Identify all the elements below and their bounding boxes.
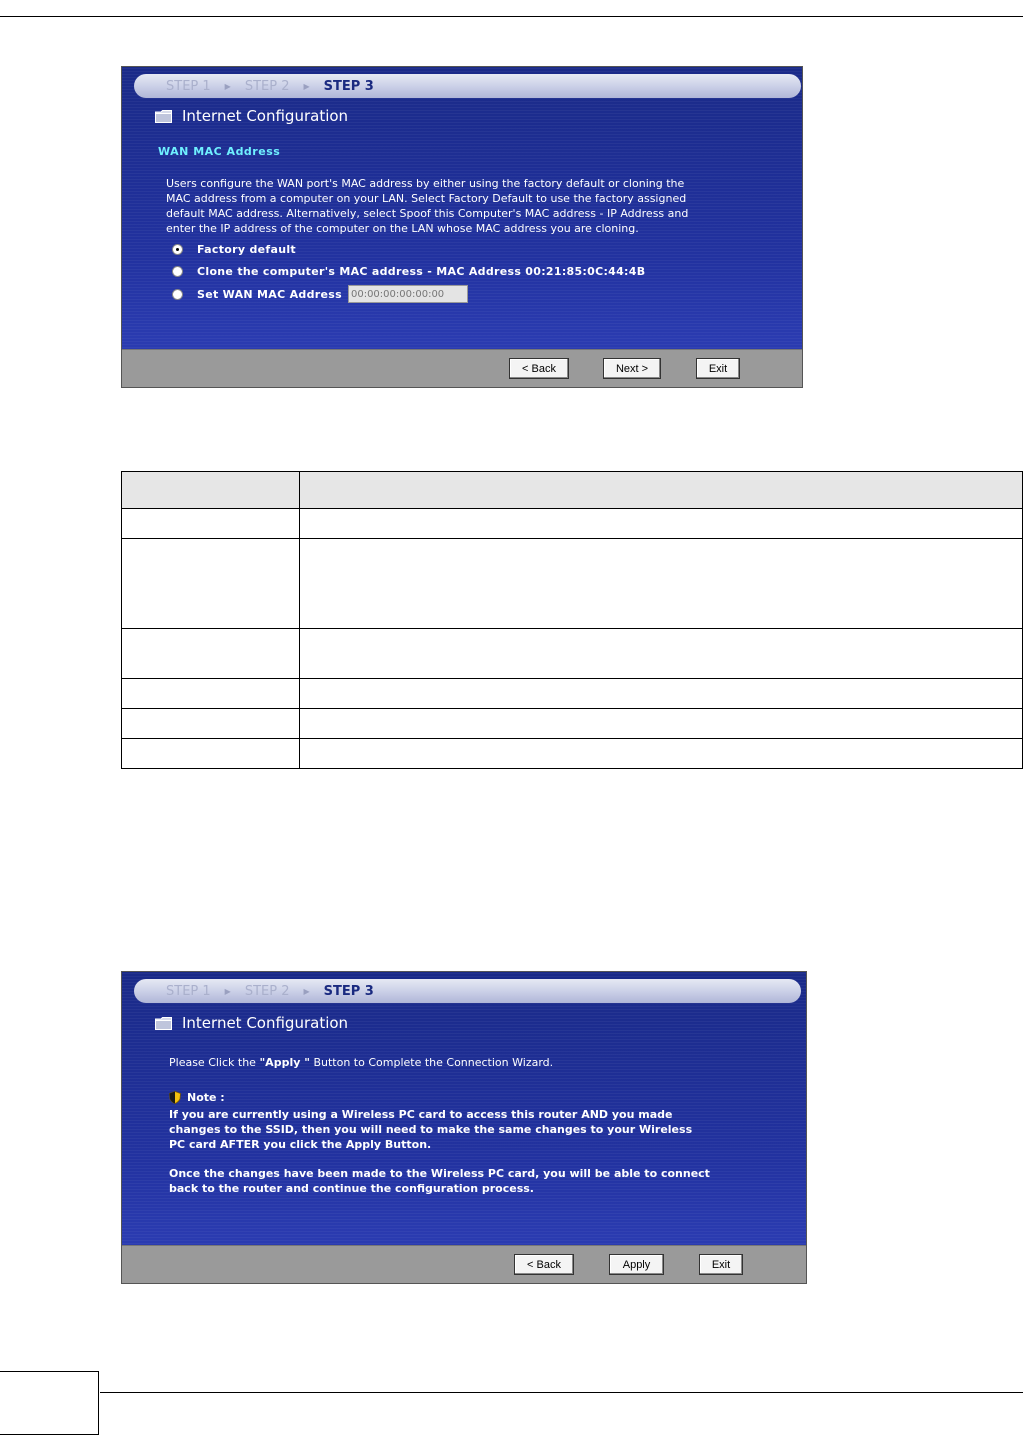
step-1: STEP 1	[166, 78, 211, 94]
next-button[interactable]: Next >	[603, 358, 661, 379]
step-arrow-icon: ▶	[303, 81, 310, 91]
table-cell	[300, 679, 1023, 709]
table-header-row	[122, 472, 1023, 509]
exit-button[interactable]: Exit	[699, 1254, 743, 1275]
header-rule	[0, 16, 1023, 17]
wan-mac-input[interactable]	[348, 285, 468, 303]
option-clone-mac[interactable]	[172, 265, 645, 278]
table-row	[122, 739, 1023, 769]
instruction-text: Button to Complete the Connection Wizard.	[309, 1056, 554, 1069]
note-text-1	[169, 1107, 692, 1152]
button-bar	[122, 1245, 806, 1283]
radio-factory-default[interactable]	[172, 244, 183, 255]
footer-rule	[100, 1392, 1023, 1393]
instruction-apply-word: "Apply "	[259, 1056, 310, 1069]
step-bar	[134, 979, 801, 1003]
table-header-cell	[122, 472, 300, 509]
wan-mac-wizard-screen	[121, 66, 803, 388]
table-cell	[122, 739, 300, 769]
table-cell	[122, 709, 300, 739]
note-text-2	[169, 1166, 710, 1196]
option-factory-default[interactable]	[172, 243, 296, 256]
page-number-box	[0, 1371, 99, 1435]
apply-wizard-screen	[121, 971, 807, 1284]
option-label: Factory default	[197, 243, 296, 256]
table-cell	[300, 739, 1023, 769]
table-cell	[122, 539, 300, 629]
table-row	[122, 509, 1023, 539]
option-label: Set WAN MAC Address	[197, 287, 342, 301]
table-row	[122, 539, 1023, 629]
step-arrow-icon: ▶	[224, 986, 231, 996]
note-line: Once the changes have been made to the Wireless PC card, you will be able to connect	[169, 1167, 710, 1180]
note-label: Note :	[187, 1091, 225, 1104]
step-2: STEP 2	[244, 78, 290, 94]
step-bar	[134, 74, 801, 98]
step-3: STEP 3	[323, 78, 374, 94]
option-label: Clone the computer's MAC address - MAC Address 00:21:85:0C:44:4B	[197, 265, 646, 278]
button-bar	[122, 349, 802, 387]
exit-button[interactable]: Exit	[696, 358, 740, 379]
note-line: PC card AFTER you click the Apply Button.	[169, 1138, 432, 1151]
folder-icon	[155, 110, 172, 123]
description-line: enter the IP address of the computer on the LAN whose MAC address you are cloning.	[166, 222, 639, 235]
page-title	[155, 1014, 348, 1032]
note-line: changes to the SSID, then you will need to make the same changes to your Wireless	[169, 1123, 693, 1136]
radio-set-wan-mac[interactable]	[172, 289, 183, 300]
apply-button[interactable]: Apply	[609, 1254, 664, 1275]
description-line: Users configure the WAN port's MAC address by either using the factory default or cloning the	[166, 177, 685, 190]
back-button[interactable]: < Back	[509, 358, 569, 379]
description	[166, 176, 688, 236]
apply-instruction	[169, 1055, 553, 1070]
description-line: MAC address from a computer on your LAN. Select Factory Default to use the factory assigned	[166, 192, 687, 205]
radio-clone-mac[interactable]	[172, 266, 183, 277]
table-cell	[300, 539, 1023, 629]
step-3: STEP 3	[323, 983, 374, 999]
table-cell	[300, 509, 1023, 539]
table-cell	[122, 629, 300, 679]
step-arrow-icon: ▶	[303, 986, 310, 996]
section-title: WAN MAC Address	[158, 145, 281, 158]
note-line: back to the router and continue the configuration process.	[169, 1182, 534, 1195]
back-button[interactable]: < Back	[514, 1254, 574, 1275]
step-arrow-icon: ▶	[224, 81, 231, 91]
description-line: default MAC address. Alternatively, select Spoof this Computer's MAC address - IP Address and	[166, 207, 689, 220]
page-title	[155, 107, 348, 125]
table-row	[122, 709, 1023, 739]
table-cell	[300, 629, 1023, 679]
folder-icon	[155, 1017, 172, 1030]
table-cell	[300, 709, 1023, 739]
table-row	[122, 629, 1023, 679]
page-title-text: Internet Configuration	[182, 107, 349, 125]
table-cell	[122, 679, 300, 709]
table-cell	[122, 509, 300, 539]
note-line: If you are currently using a Wireless PC card to access this router AND you made	[169, 1108, 673, 1121]
table-header-cell	[300, 472, 1023, 509]
shield-icon	[169, 1091, 181, 1104]
field-description-table	[121, 471, 1023, 769]
instruction-text: Please Click the	[169, 1056, 260, 1069]
page-title-text: Internet Configuration	[182, 1014, 349, 1032]
note-heading	[169, 1090, 225, 1105]
step-1: STEP 1	[166, 983, 211, 999]
step-2: STEP 2	[244, 983, 290, 999]
table-row	[122, 679, 1023, 709]
option-set-wan-mac[interactable]	[172, 285, 468, 303]
